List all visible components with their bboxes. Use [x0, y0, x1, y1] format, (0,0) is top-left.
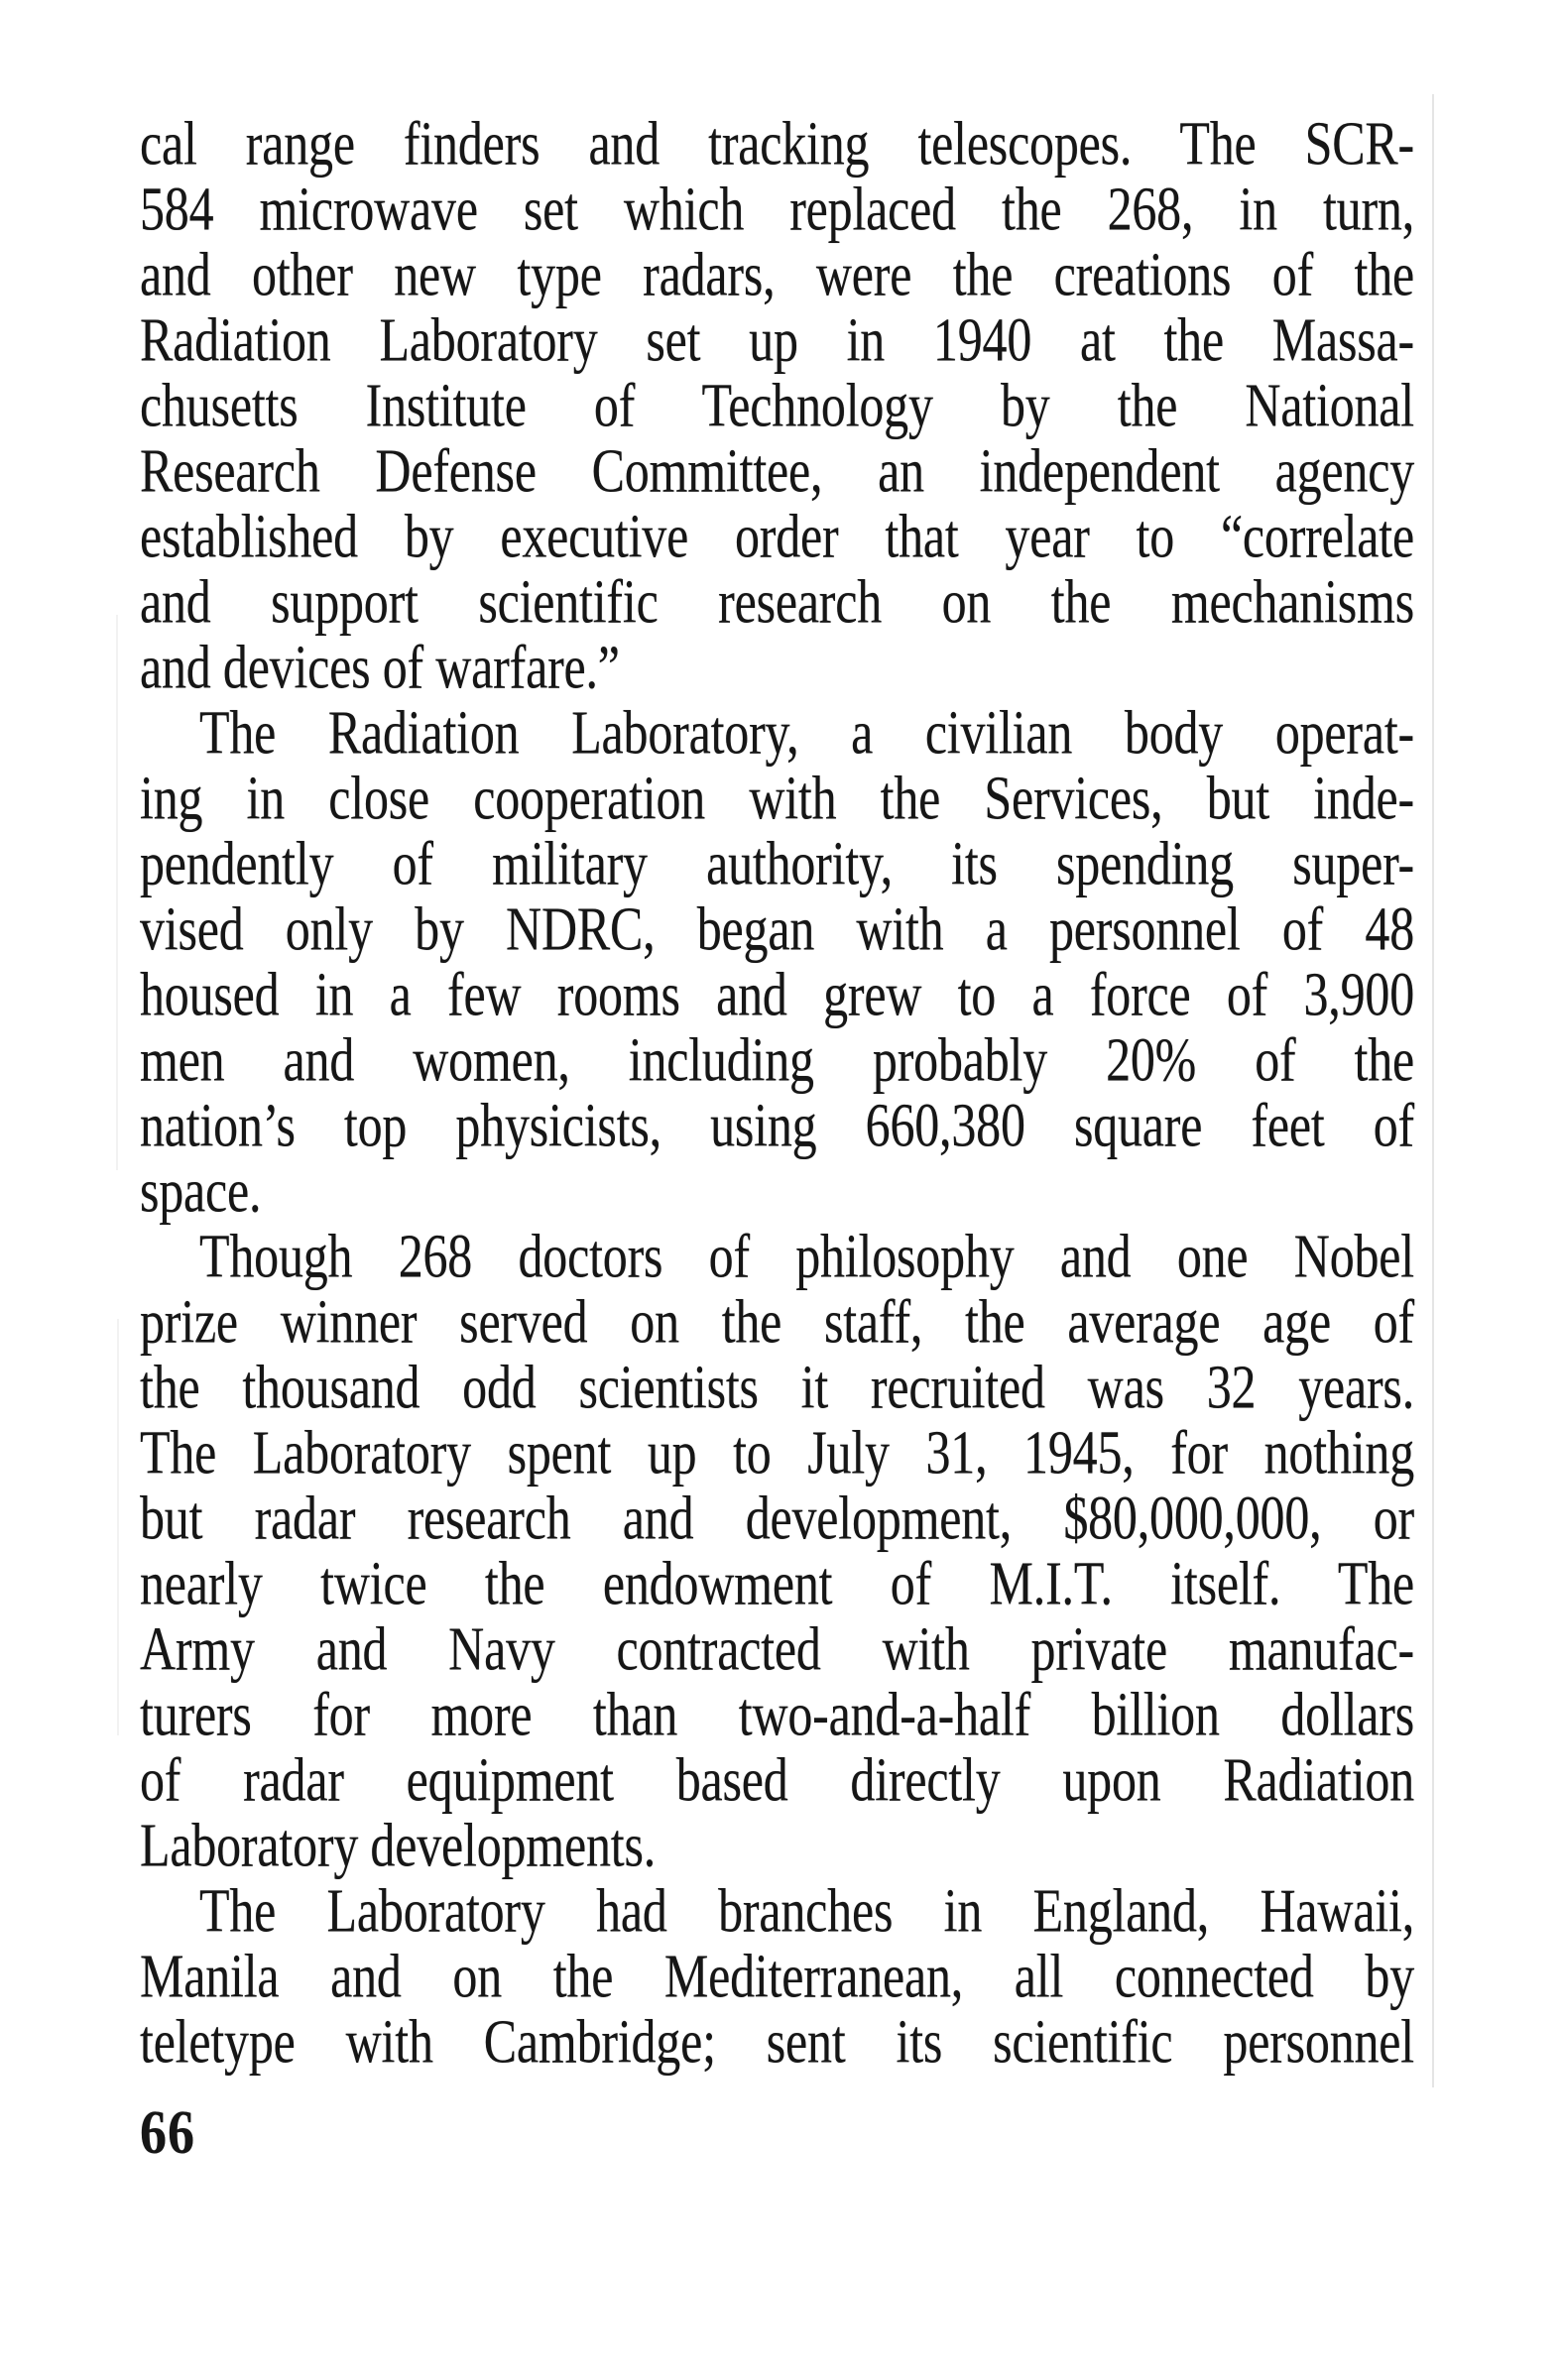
text-line: the thousand odd scientists it recruited was 32 years.: [140, 1352, 1414, 1421]
text-line: The Laboratory spent up to July 31, 1945, for nothing: [140, 1417, 1414, 1487]
text-line: but radar research and development, $80,000,000, or: [140, 1483, 1414, 1552]
text-line: vised only by NDRC, began with a personnel of 48: [140, 893, 1414, 963]
text-line: ing in close cooperation with the Services, but inde-: [140, 763, 1414, 832]
text-line: of radar equipment based directly upon Radiation: [140, 1744, 1414, 1814]
text-line: men and women, including probably 20% of the: [140, 1024, 1414, 1094]
text-line: Radiation Laboratory set up in 1940 at the Massa-: [140, 304, 1414, 374]
scan-artifact-left-line-upper: [116, 615, 118, 1170]
scan-artifact-left-line-lower: [117, 1319, 119, 1735]
text-line: teletype with Cambridge; sent its scientific personnel: [140, 2006, 1414, 2076]
text-line: cal range finders and tracking telescopes. The SCR-: [140, 108, 1414, 178]
text-line: turers for more than two-and-a-half billion dollars: [140, 1679, 1414, 1748]
body-text: [140, 108, 1414, 2076]
text-line: prize winner served on the staff, the average age of: [140, 1286, 1414, 1356]
text-line: The Laboratory had branches in England, Hawaii,: [199, 1875, 1414, 1945]
text-line: chusetts Institute of Technology by the National: [140, 370, 1414, 439]
text-line: Research Defense Committee, an independent agency: [140, 435, 1414, 505]
text-line: Army and Navy contracted with private manufac-: [140, 1613, 1414, 1683]
text-line: Manila and on the Mediterranean, all connected by: [140, 1941, 1414, 2010]
text-line: and devices of warfare.”: [140, 632, 620, 701]
text-line: 584 microwave set which replaced the 268, in turn,: [140, 174, 1414, 243]
text-line: and other new type radars, were the creations of the: [140, 239, 1414, 308]
scan-artifact-right-line: [1432, 94, 1434, 2087]
text-line: housed in a few rooms and grew to a force of 3,900: [140, 959, 1414, 1028]
text-line: Though 268 doctors of philosophy and one Nobel: [199, 1221, 1414, 1290]
text-line: nearly twice the endowment of M.I.T. itself. The: [140, 1548, 1414, 1617]
text-line: space.: [140, 1155, 262, 1225]
text-line: pendently of military authority, its spending super-: [140, 828, 1414, 897]
text-line: Laboratory developments.: [140, 1810, 657, 1879]
text-line: nation’s top physicists, using 660,380 square feet of: [140, 1090, 1414, 1159]
text-line: and support scientific research on the mechanisms: [140, 566, 1414, 636]
text-line: The Radiation Laboratory, a civilian body operat-: [199, 697, 1414, 767]
text-line: established by executive order that year to “correlate: [140, 501, 1414, 570]
page-number: 66: [140, 2098, 195, 2168]
